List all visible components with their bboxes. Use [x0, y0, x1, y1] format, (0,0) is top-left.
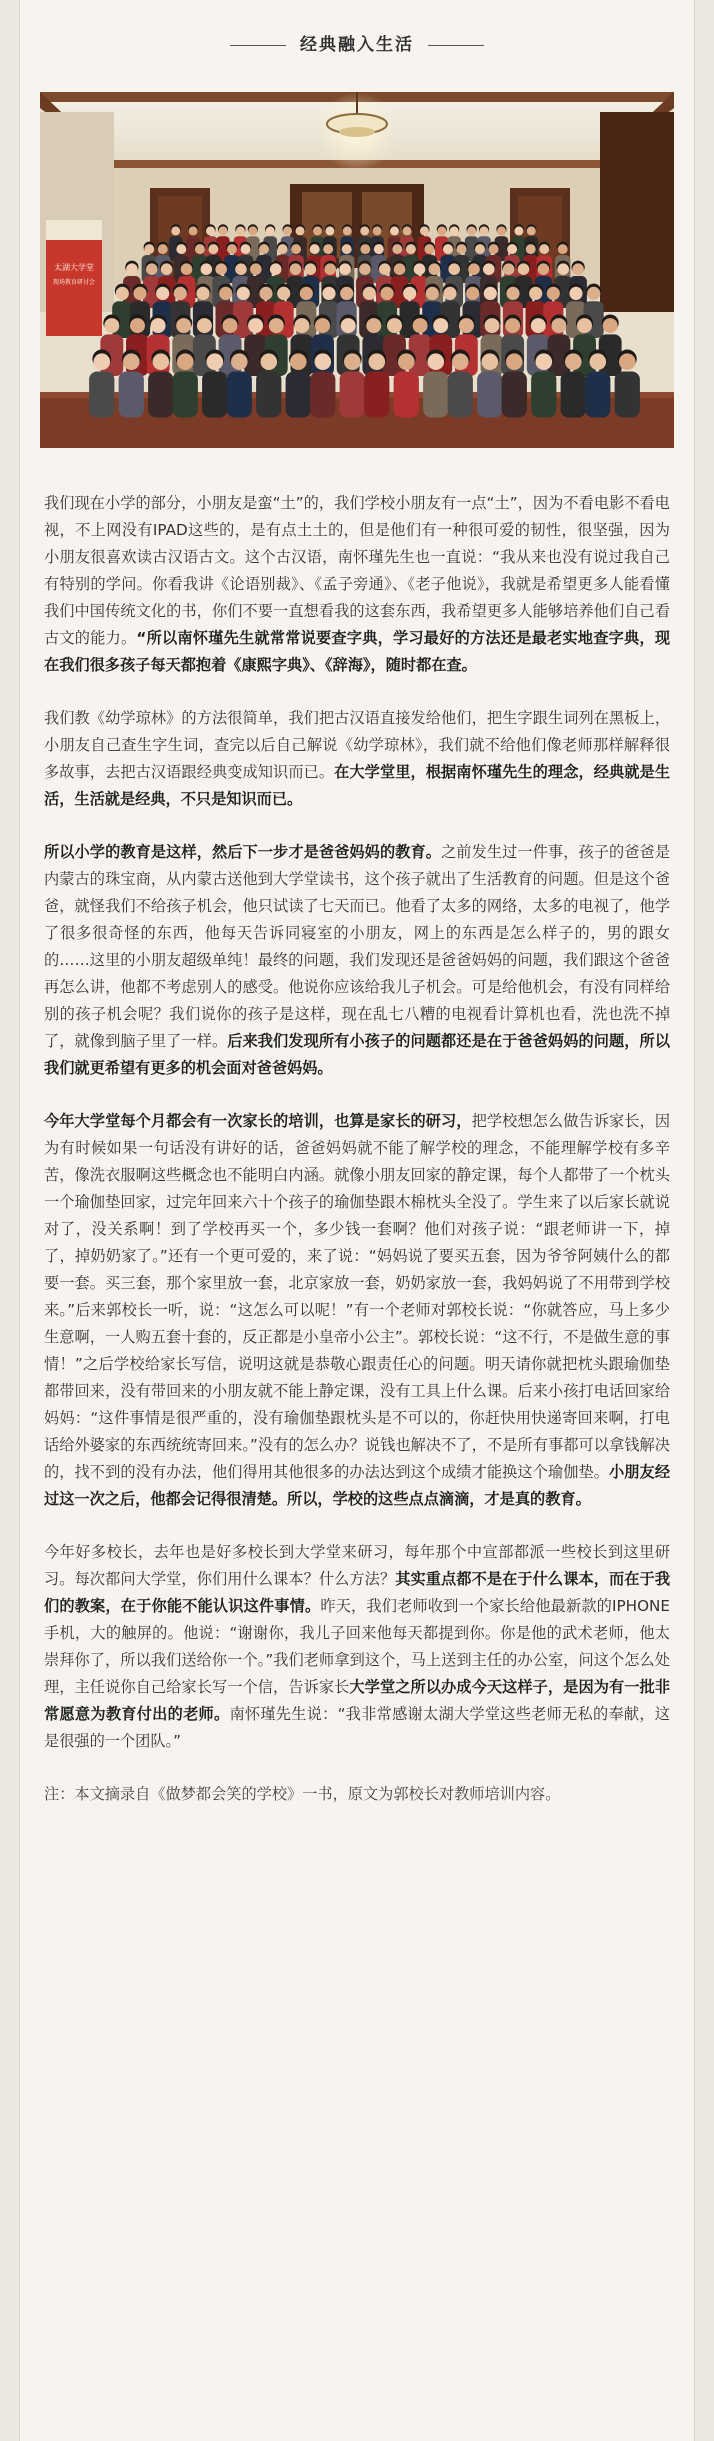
person-face — [363, 287, 376, 300]
person-face — [590, 353, 607, 370]
person-face — [237, 287, 250, 300]
person-face — [420, 226, 429, 235]
person-face — [235, 263, 247, 275]
person-face — [531, 318, 546, 333]
person-body — [310, 372, 335, 418]
person-face — [126, 263, 138, 275]
person-body — [119, 372, 144, 418]
person-face — [489, 244, 499, 254]
person-face — [219, 226, 228, 235]
person-body — [615, 372, 640, 418]
section-heading — [0, 30, 714, 55]
person-face — [207, 353, 224, 370]
person-face — [278, 244, 288, 254]
person-body — [286, 372, 311, 418]
person-face — [485, 318, 500, 333]
person-face — [527, 226, 536, 235]
person-face — [551, 318, 566, 333]
group-photo-illustration — [40, 92, 674, 448]
person-body — [394, 372, 419, 418]
person-body — [256, 372, 281, 418]
person-face — [156, 287, 169, 300]
person-face — [223, 318, 238, 333]
person-face — [360, 244, 370, 254]
person-face — [153, 353, 170, 370]
person-face — [369, 353, 386, 370]
person-face — [379, 263, 391, 275]
person-face — [195, 244, 205, 254]
person-face — [231, 353, 248, 370]
person-face — [248, 318, 263, 333]
person-face — [236, 226, 245, 235]
person-face — [270, 263, 282, 275]
person-face — [514, 226, 523, 235]
person-face — [468, 263, 480, 275]
person-face — [429, 263, 441, 275]
person-face — [201, 263, 213, 275]
person-face — [176, 318, 191, 333]
person-face — [507, 244, 517, 254]
person-face — [248, 226, 257, 235]
person-face — [366, 318, 381, 333]
person-face — [130, 318, 145, 333]
person-face — [158, 244, 168, 254]
person-face — [133, 287, 146, 300]
person-face — [206, 226, 215, 235]
person-face — [518, 263, 530, 275]
person-face — [398, 353, 415, 370]
person-face — [341, 318, 356, 333]
person-face — [443, 287, 456, 300]
person-face — [587, 287, 600, 300]
person-body — [148, 372, 173, 418]
person-body — [477, 372, 502, 418]
person-face — [291, 244, 301, 254]
person-face — [457, 244, 467, 254]
person-face — [466, 287, 479, 300]
person-body — [202, 372, 227, 418]
person-face — [266, 226, 275, 235]
person-face — [259, 244, 269, 254]
person-face — [290, 353, 307, 370]
person-face — [448, 263, 460, 275]
person-face — [283, 226, 292, 235]
person-face — [277, 287, 290, 300]
person-face — [443, 244, 453, 254]
person-face — [505, 318, 520, 333]
article-body — [44, 490, 670, 1834]
person-face — [344, 353, 361, 370]
person-face — [392, 244, 402, 254]
banner-line-2: 现场教育研讨会 — [52, 279, 96, 286]
person-face — [394, 263, 406, 275]
person-face — [547, 287, 560, 300]
person-face — [241, 244, 251, 254]
banner-line-1: 太湖大学堂 — [54, 263, 94, 272]
person-face — [294, 318, 309, 333]
person-face — [403, 226, 412, 235]
person-face — [343, 226, 352, 235]
person-face — [208, 244, 218, 254]
heading-rule-left — [230, 45, 286, 46]
person-face — [144, 244, 154, 254]
person-face — [536, 353, 553, 370]
person-face — [482, 353, 499, 370]
person-face — [340, 287, 353, 300]
person-body — [423, 372, 448, 418]
person-face — [406, 244, 416, 254]
person-face — [322, 287, 335, 300]
person-face — [483, 263, 495, 275]
person-face — [529, 287, 542, 300]
person-face — [116, 287, 129, 300]
person-face — [310, 244, 320, 254]
person-face — [557, 263, 569, 275]
person-face — [569, 287, 582, 300]
person-face — [437, 226, 446, 235]
heading-rule-right — [428, 45, 484, 46]
paragraph-5: 今年好多校长，去年也是好多校长到大学堂来研习，每年那个中宣部都派一些校长到这里研习。每次都问大学堂，你们用什么课本？什么方法？其实重点都不是在于什么课本，而在于我们的教案，在于你能不能认识这件事情。昨天，我们老师收到一个家长给他最新款的IPHONE手机，大的触屏的。他说：“谢谢你，我儿子回来他每天都提到你。你是他的武术老师，他太崇拜你了，所以我们送给你一个。”我们老师拿到这个，马上送到主任的办公室，问这个怎么处理，主任说你自己给家长写一个信，告诉家长大学堂之所以办成今天这样子，是因为有一批非常愿意为教育付出的老师。南怀瑾先生说：“我非常感谢太湖大学堂这些老师无私的奉献，这是很强的一个团队。” — [44, 1543, 671, 1750]
person-face — [296, 226, 305, 235]
person-face — [538, 263, 550, 275]
person-body — [585, 372, 610, 418]
person-face — [324, 263, 336, 275]
person-face — [360, 226, 369, 235]
person-face — [219, 287, 232, 300]
person-face — [433, 318, 448, 333]
person-face — [123, 353, 140, 370]
person-face — [565, 353, 582, 370]
person-face — [558, 244, 568, 254]
person-body — [173, 372, 198, 418]
person-face — [484, 287, 497, 300]
person-face — [426, 287, 439, 300]
person-body — [448, 372, 473, 418]
person-face — [174, 287, 187, 300]
person-face — [339, 263, 351, 275]
person-face — [539, 244, 549, 254]
person-face — [503, 263, 515, 275]
person-face — [413, 318, 428, 333]
source-note: 注：本文摘录自《做梦都会笑的学校》一书，原文为郭校长对教师培训内容。 — [44, 1785, 561, 1803]
person-body — [502, 372, 527, 418]
person-face — [374, 244, 384, 254]
person-face — [196, 287, 209, 300]
person-face — [104, 318, 119, 333]
person-face — [269, 318, 284, 333]
person-face — [151, 318, 166, 333]
person-face — [171, 226, 180, 235]
person-face — [572, 263, 584, 275]
person-face — [428, 353, 445, 370]
person-body — [531, 372, 556, 418]
person-face — [506, 287, 519, 300]
person-body — [340, 372, 365, 418]
person-face — [315, 353, 332, 370]
person-face — [313, 226, 322, 235]
person-face — [577, 318, 592, 333]
person-face — [181, 263, 193, 275]
person-face — [215, 263, 227, 275]
person-face — [526, 244, 536, 254]
person-face — [619, 353, 636, 370]
person-face — [161, 263, 173, 275]
paragraph-3: 所以小学的教育是这样，然后下一步才是爸爸妈妈的教育。之前发生过一件事，孩子的爸爸是内蒙古的珠宝商，从内蒙古送他到大学堂读书，这个孩子就出了生活教育的问题。但是这个爸爸，就怪我们不给孩子机会，他只试读了七天而已。他看了太多的网络，太多的电视了，他学了很多很奇怪的东西，他每天告诉同寝室的小朋友，网上的东西是怎么样子的，男的跟女的……这里的小朋友超级单纯！最终的问题，我们发现还是爸爸妈妈的问题，我们跟这个爸爸再怎么讲，他都不考虑别人的感受。他说你应该给我儿子机会。可是给他机会，有没有同样给别的孩子机会呢？我们说你的孩子是这样，现在乱七八糟的电视看计算机也看，洗也洗不掉了，就像到脑子里了一样。后来我们发现所有小孩子的问题都还是在于爸爸妈妈的问题，所以我们就更希望有更多的机会面对爸爸妈妈。 — [44, 843, 671, 1077]
person-face — [424, 244, 434, 254]
person-face — [359, 263, 371, 275]
person-body — [561, 372, 586, 418]
person-face — [414, 263, 426, 275]
person-face — [290, 263, 302, 275]
person-body — [364, 372, 389, 418]
person-face — [189, 226, 198, 235]
person-face — [475, 244, 485, 254]
person-face — [380, 287, 393, 300]
person-face — [177, 353, 194, 370]
person-face — [603, 318, 618, 333]
person-face — [259, 287, 272, 300]
person-face — [506, 353, 523, 370]
person-face — [390, 226, 399, 235]
person-face — [146, 263, 158, 275]
person-body — [227, 372, 252, 418]
person-face — [403, 287, 416, 300]
person-body — [89, 372, 114, 418]
person-face — [452, 353, 469, 370]
person-face — [450, 226, 459, 235]
section-title: 经典融入生活 — [300, 35, 414, 55]
person-face — [323, 244, 333, 254]
person-face — [480, 226, 489, 235]
person-face — [459, 318, 474, 333]
person-face — [497, 226, 506, 235]
person-face — [325, 226, 334, 235]
person-face — [373, 226, 382, 235]
person-face — [94, 353, 111, 370]
person-face — [305, 263, 317, 275]
person-face — [227, 244, 237, 254]
person-face — [261, 353, 278, 370]
person-face — [467, 226, 476, 235]
person-face — [197, 318, 212, 333]
person-face — [387, 318, 402, 333]
paragraph-4: 今年大学堂每个月都会有一次家长的培训，也算是家长的研习，把学校想怎么做告诉家长，因为有时候如果一句话没有讲好的话，爸爸妈妈就不能了解学校的理念，不能理解学校有多辛苦，像洗衣服啊这些概念也不能明白内涵。就像小朋友回家的静定课，每个人都带了一个枕头一个瑜伽垫回家，过完年回来六十个孩子的瑜伽垫跟木棉枕头全没了。学生来了以后家长就说对了，没关系啊！到了学校再买一个，多少钱一套啊？他们对孩子说：“跟老师讲一下，掉了，掉奶奶家了。”还有一个更可爱的，来了说：“妈妈说了要买五套，因为爷爷阿姨什么的都要一套。买三套，那个家里放一套，北京家放一套，奶奶家放一套，我妈妈说了不用带到学校来。”后来郭校长一听，说：“这怎么可以呢！”有一个老师对郭校长说：“你就答应，马上多少生意啊，一人购五套十套的，反正都是小皇帝小公主”。郭校长说：“这不行，不是做生意的事情！”之后学校给家长写信，说明这就是恭敬心跟责任心的问题。明天请你就把枕头跟瑜伽垫都带回来，没有带回来的小朋友就不能上静定课，没有工具上什么课。后来小孩打电话回家给妈妈：“这件事情是很严重的，没有瑜伽垫跟枕头是不可以的，你赶快用快递寄回来啊，打电话给外婆家的东西统统寄回来。”没有的怎么办？说钱也解决不了，不是所有事都可以拿钱解决的，找不到的没有办法，他们得用其他很多的办法达到这个成绩才能换这个瑜伽垫。小朋友经过这一次之后，他都会记得很清楚。所以，学校的这些点点滴滴，才是真的教育。 — [44, 1112, 671, 1508]
person-face — [300, 287, 313, 300]
paragraph-2: 我们教《幼学琼林》的方法很简单，我们把古汉语直接发给他们，把生字跟生词列在黑板上，小朋友自己查生字生词，查完以后自己解说《幼学琼林》，我们就不给他们像老师那样解释很多故事，去把古汉语跟经典变成知识而已。在大学堂里，根据南怀瑾先生的理念，经典就是生活，生活就是经典，不只是知识而已。 — [44, 709, 671, 808]
person-face — [342, 244, 352, 254]
person-face — [315, 318, 330, 333]
person-face — [250, 263, 262, 275]
paragraph-1: 我们现在小学的部分，小朋友是蛮“土”的，我们学校小朋友有一点“土”，因为不看电影不看电视，不上网没有IPAD这些的，是有点土土的，但是他们有一种很可爱的韧性，很坚强，因为小朋友很喜欢读古汉语古文。这个古汉语，南怀瑾先生也一直说：“我从来也没有说过我自己有特别的学问。你看我讲《论语别裁》、《孟子旁通》、《老子他说》，我就是希望更多人能看懂我们中国传统文化的书，你们不要一直想看我的这套东西，我希望更多人能够培养他们自己看古文的能力。“所以南怀瑾先生就常常说要查字典，学习最好的方法还是最老实地查字典，现在我们很多孩子每天都抱着《康熙字典》、《辞海》，随时都在查。 — [44, 494, 671, 674]
group-photo — [40, 92, 674, 448]
person-face — [176, 244, 186, 254]
